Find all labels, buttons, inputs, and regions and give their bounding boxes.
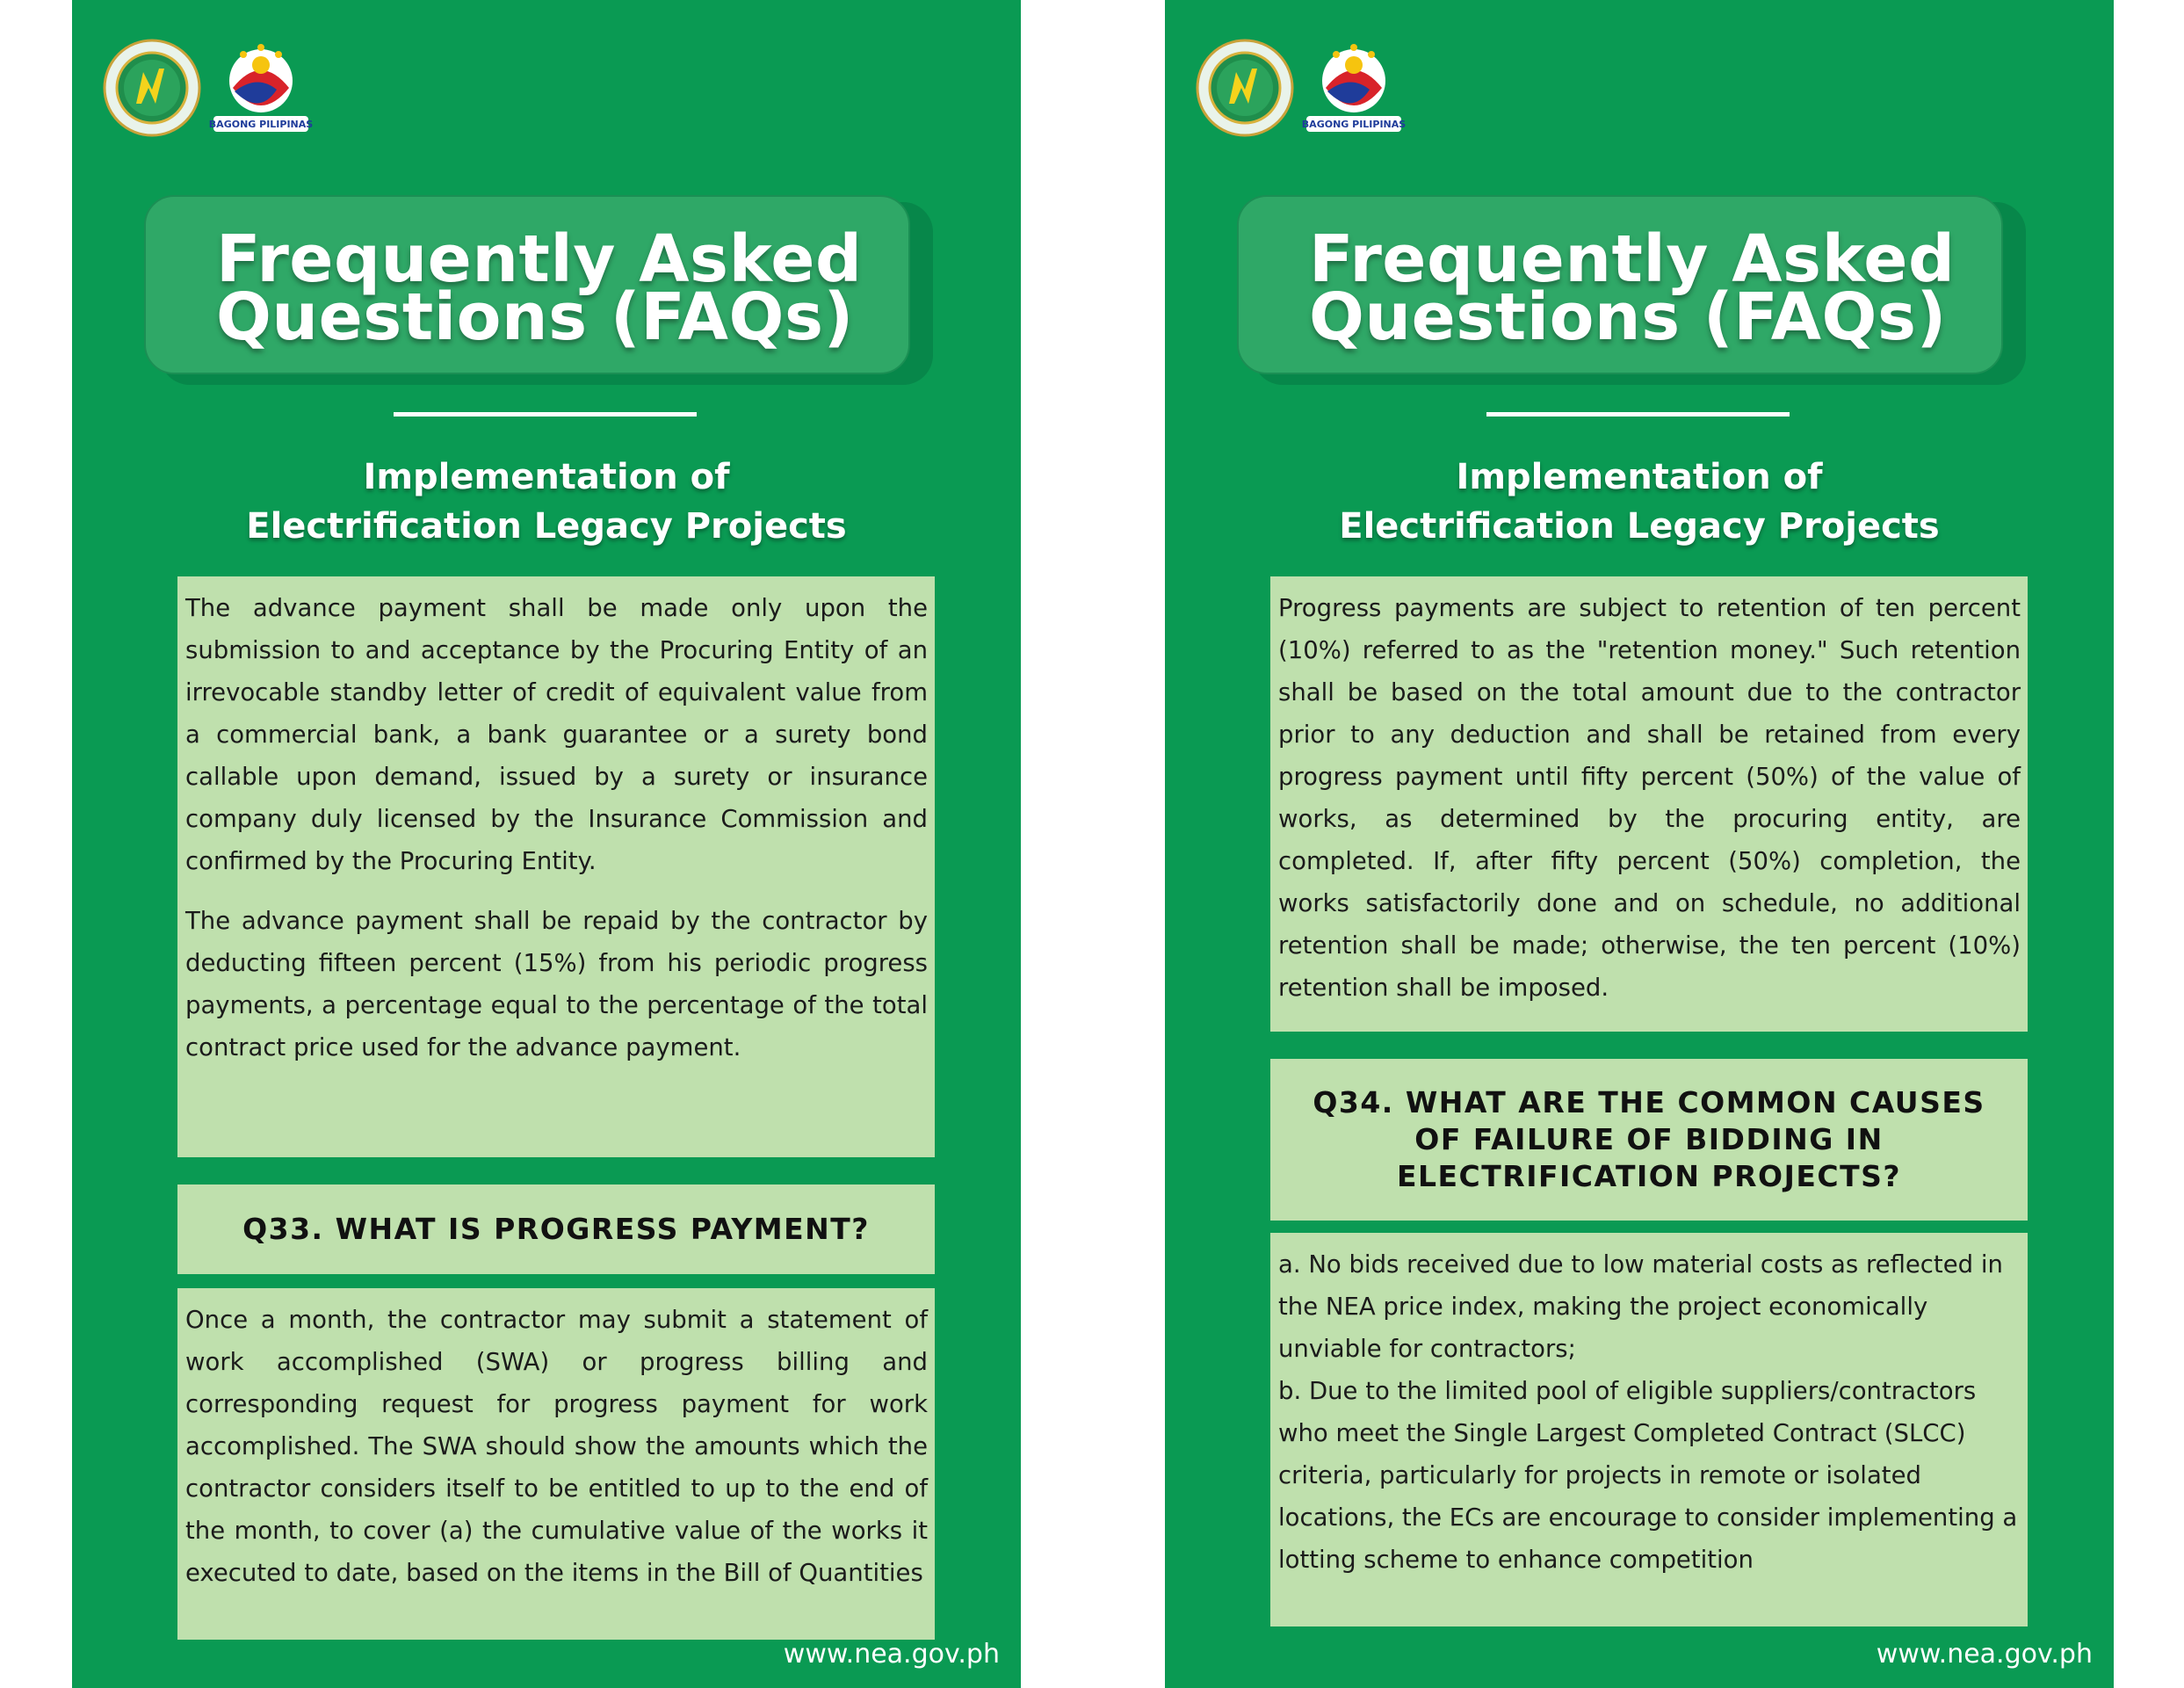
nea-seal-logo [1196, 39, 1294, 137]
answer-list-item: b. Due to the limited pool of eligible suppliers/contractors who meet the Single Largest Completed Contract (SLCC) criteria, particularly for projects in remote or isolated locations, the ECs are encourage to consider implementing a lotting scheme to enhance competition [1278, 1377, 2018, 1574]
faq-panel-right [1165, 0, 2114, 1688]
question-card-q34 [1270, 1059, 2028, 1221]
logo-group [103, 35, 331, 141]
body-paragraph: The advance payment shall be repaid by the contractor by deducting fifteen percent (15%) from his periodic progress payments, a percentage equal to the percentage of the total contract price used for the advance payment. [185, 907, 928, 1061]
nea-seal-logo [103, 39, 201, 137]
body-paragraph: Progress payments are subject to retention of ten percent (10%) referred to as the "retention money." Such retention shall be based on the total amount due to the contractor prior to any deduction and shall be retained from every progress payment until fifty percent (50%) of the value of works, as determined by the procuring entity, are completed. If, after fifty percent (50%) completion, the works satisfactorily done and on schedule, no additional retention shall be made; otherwise, the ten percent (10%) retention shall be imposed. [1278, 594, 2021, 1002]
question-text: Q34. WHAT ARE THE COMMON CAUSES OF FAILURE OF BIDDING IN ELECTRIFICATION PROJECTS? [1313, 1085, 1985, 1193]
page-subtitle: Implementation of Electrification Legacy Projects [1339, 457, 1940, 547]
question-card-q33 [177, 1184, 935, 1274]
website-url: www.nea.gov.ph [1876, 1639, 2093, 1670]
question-text: Q33. WHAT IS PROGRESS PAYMENT? [242, 1212, 870, 1246]
bagong-pilipinas-logo [208, 35, 314, 141]
bagong-pilipinas-logo [1301, 35, 1407, 141]
answer-list-item: a. No bids received due to low material costs as reflected in the NEA price index, making the project economically unviable for contractors; [1278, 1250, 2003, 1363]
logo-group [1196, 35, 1424, 141]
page-title: Frequently Asked Questions (FAQs) [1309, 221, 1956, 355]
body-paragraph: The advance payment shall be made only upon the submission to and acceptance by the Procuring Entity of an irrevocable standby letter of credit of equivalent value from a commercial bank, a bank guarantee or a surety bond callable upon demand, issued by a surety or insurance company duly licensed by the Insurance Commission and confirmed by the Procuring Entity. [185, 594, 928, 875]
title-banner [1237, 195, 2003, 374]
title-divider [1486, 412, 1790, 417]
page-title: Frequently Asked Questions (FAQs) [216, 221, 863, 355]
bagong-pilipinas-logo-text: BAGONG PILIPINAS [208, 119, 314, 130]
bagong-pilipinas-logo-text: BAGONG PILIPINAS [1301, 119, 1407, 130]
website-url: www.nea.gov.ph [783, 1639, 1000, 1670]
page-subtitle: Implementation of Electrification Legacy Projects [246, 457, 847, 547]
faq-panel-left [72, 0, 1021, 1688]
answer-card-advance-payment [177, 576, 935, 1157]
answer-card-q34 [1270, 1233, 2028, 1626]
title-divider [394, 412, 697, 417]
title-banner [144, 195, 910, 374]
answer-card-q33 [177, 1288, 935, 1640]
answer-card-retention [1270, 576, 2028, 1032]
answer-paragraph: Once a month, the contractor may submit a statement of work accomplished (SWA) or progress billing and corresponding request for progress payment for work accomplished. The SWA should show the amounts which the contractor considers itself to be entitled to up to the end of the month, to cover (a) the cumulative value of the works it executed to date, based on the items in the Bill of Quantities [185, 1306, 928, 1587]
